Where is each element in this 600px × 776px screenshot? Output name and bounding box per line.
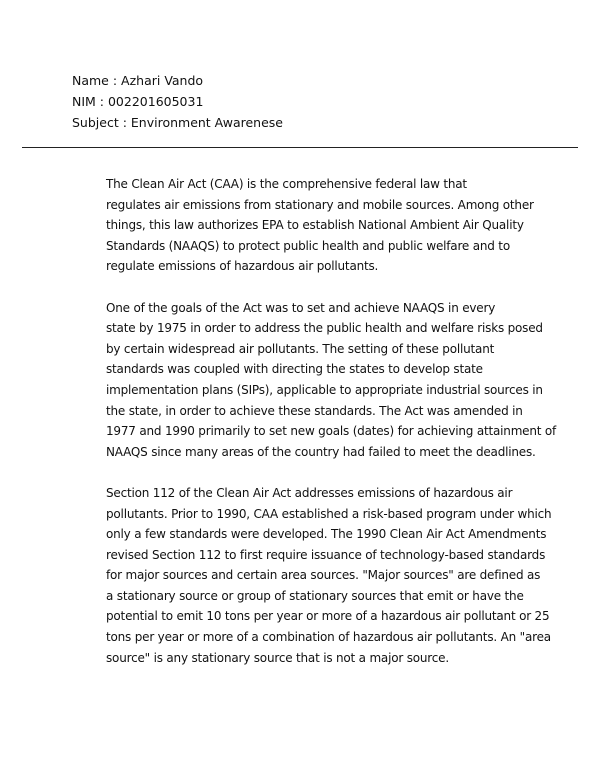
paragraph-line: things, this law authorizes EPA to establish National Ambient Air Quality — [106, 218, 524, 233]
paragraph-line: regulates air emissions from stationary and mobile sources. Among other — [106, 197, 534, 212]
paragraph-line: pollutants. Prior to 1990, CAA established a risk-based program under which — [106, 506, 552, 521]
paragraph-line: state by 1975 in order to address the public health and welfare risks posed — [106, 321, 543, 336]
paragraph-line: NAAQS since many areas of the country had failed to meet the deadlines. — [106, 444, 536, 459]
paragraph-line: revised Section 112 to first require issuance of technology-based standards — [106, 547, 546, 562]
student-nim: NIM : 002201605031 — [72, 94, 204, 109]
paragraph-line: tons per year or more of a combination of hazardous air pollutants. An "area — [106, 630, 551, 645]
header-divider — [22, 147, 578, 148]
paragraph-line: source" is any stationary source that is not a major source. — [106, 650, 449, 665]
paragraph-line: potential to emit 10 tons per year or more of a hazardous air pollutant or 25 — [106, 609, 550, 624]
subject-line: Subject : Environment Awarenese — [72, 115, 283, 130]
paragraph-line: One of the goals of the Act was to set and achieve NAAQS in every — [106, 300, 496, 315]
paragraph-line: The Clean Air Act (CAA) is the comprehensive federal law that — [106, 177, 467, 191]
paragraph-line: Standards (NAAQS) to protect public health and public welfare and to — [106, 238, 510, 253]
paragraph-line: regulate emissions of hazardous air pollutants. — [106, 259, 379, 274]
paragraph-1 — [72, 174, 534, 277]
document-header — [72, 70, 283, 133]
paragraph-line: for major sources and certain area sources. "Major sources" are defined as — [106, 568, 541, 583]
paragraph-line: by certain widespread air pollutants. The setting of these pollutant — [106, 341, 495, 356]
paragraph-2 — [72, 298, 557, 463]
paragraph-line: standards was coupled with directing the states to develop state — [106, 362, 483, 377]
document-body — [72, 174, 557, 689]
paragraph-line: Section 112 of the Clean Air Act addresses emissions of hazardous air — [106, 485, 513, 500]
paragraph-line: the state, in order to achieve these standards. The Act was amended in — [106, 403, 523, 418]
paragraph-line: implementation plans (SIPs), applicable to appropriate industrial sources in — [106, 382, 543, 397]
student-name: Name : Azhari Vando — [72, 73, 204, 88]
paragraph-3 — [72, 483, 552, 668]
paragraph-line: a stationary source or group of stationary sources that emit or have the — [106, 588, 524, 603]
paragraph-line: 1977 and 1990 primarily to set new goals (dates) for achieving attainment of — [106, 424, 557, 439]
paragraph-line: only a few standards were developed. The 1990 Clean Air Act Amendments — [106, 527, 547, 542]
